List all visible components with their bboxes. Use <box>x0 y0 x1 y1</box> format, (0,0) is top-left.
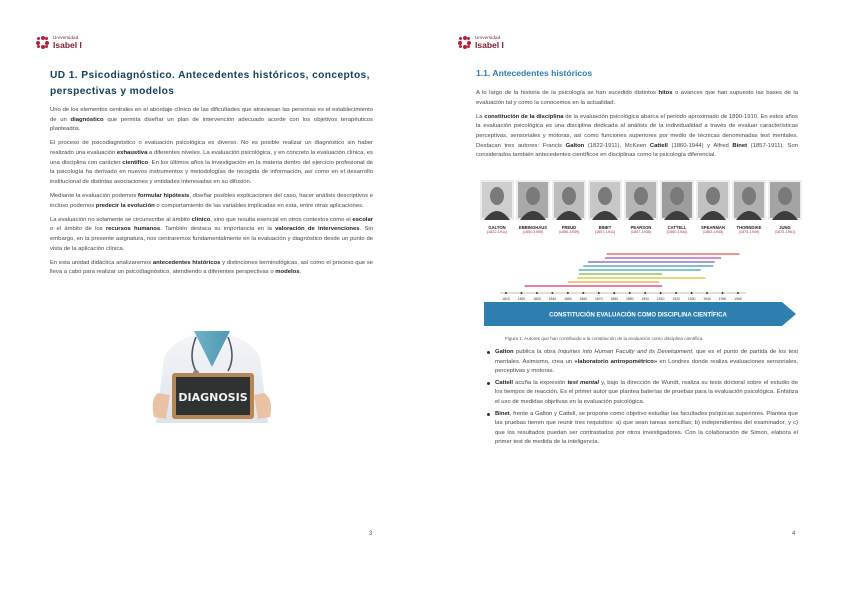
timeline-tick <box>629 292 631 294</box>
author-name: JUNG <box>779 225 791 230</box>
bullet-icon <box>487 382 490 385</box>
university-logo <box>458 36 504 49</box>
right-body <box>476 89 798 165</box>
paragraph: A lo largo de la historia de la psicología se han sucedido distintos hitos o avances que han supuesto las bases de la evaluación tal y como la conocemos en la actualidad. <box>476 90 798 106</box>
authors-figure <box>476 178 800 330</box>
page-number: 3 <box>369 531 373 537</box>
timeline-year-label: 1900 <box>641 297 649 301</box>
timeline-tick <box>551 292 553 294</box>
timeline-year-label: 1860 <box>579 297 588 301</box>
timeline-year-label: 1880 <box>610 297 619 301</box>
paragraph: Mediante la evaluación podemos formular hipótesis, diseñar posibles explicaciones del caso, hacer análisis descriptivos e incluso podemos predecir la evolución o comportamiento de las variables implicadas en esta, entre otras aplicaciones. <box>50 192 373 209</box>
timeline-tick <box>598 292 600 294</box>
author-name: CATTELL <box>667 225 687 230</box>
timeline-year-label: 1870 <box>595 297 603 301</box>
author-name: SPEARMAN <box>701 225 725 230</box>
timeline-tick <box>567 292 569 294</box>
page-number: 4 <box>792 531 796 537</box>
author-name: BINET <box>598 225 612 230</box>
timeline-year-label: 1910 <box>656 297 665 301</box>
timeline-tick <box>722 292 724 294</box>
section-title: 1.1. Antecedentes históricos <box>476 68 593 78</box>
timeline-tick <box>706 292 708 294</box>
author-dates: (1860-1944) <box>666 230 688 234</box>
unit-title: UD 1. Psicodiagnóstico. Antecedentes históricos, conceptos, perspectivas y modelos <box>50 70 370 97</box>
timeline-tick <box>691 292 693 294</box>
paragraph: El proceso de psicodiagnóstico o evaluación psicológica es diverso. No es posible realizar un diagnóstico sin haber realizado una evaluación exhaustiva a diferentes niveles. La evaluación psicológica, y en concreto la evaluación clínica, es una disciplina con carácter científico. En los últimos años la investigación en la materia dentro del ejercicio profesional de la psicología ha derivado en nuevos instrumentos y metodologías de recogida de información, así como en el desarrollo institucional de distintas asociaciones y entidades interesadas en su difusión. <box>50 140 373 185</box>
author-dates: (1875-1961) <box>774 230 796 234</box>
timeline-year-label: 1890 <box>625 297 634 301</box>
author-dates: (1863-1945) <box>702 230 724 234</box>
author-dates: (1856-1939) <box>558 230 580 234</box>
left-body <box>50 106 373 282</box>
logo-small-text: Universidad <box>475 35 501 40</box>
author-name: PEARSON <box>630 225 652 230</box>
authors-timeline <box>476 178 800 330</box>
author-dates: (1850-1909) <box>522 230 544 234</box>
university-logo <box>36 36 82 49</box>
timeline-year-label: 1840 <box>548 297 557 301</box>
timeline-year-label: 1950 <box>718 297 727 301</box>
author-dates: (1857-1911) <box>594 230 616 234</box>
author-dates: (1857-1936) <box>630 230 652 234</box>
timeline-year-label: 1850 <box>564 297 572 301</box>
timeline-year-label: 1820 <box>517 297 526 301</box>
logo-icon <box>458 36 471 49</box>
paragraph: En esta unidad didáctica analizaremos antecedentes históricos y distinciones terminológicas, así como el proceso que se lleva a cabo para realizar un psicodiagnóstico, atendiendo a diferentes perspectivas o modelos. <box>50 259 373 276</box>
author-name: THORNDIKE <box>736 225 762 230</box>
timeline-tick <box>536 292 538 294</box>
list-item: Binet, frente a Galton y Cattell, se propone como objetivo estudiar las facultades psíquicas superiores. Plantea que las pruebas tienen que reunir tres requisitos: a) que sean tareas sencillas; b) independientes del examinador, y c) que los resultados puedan ser contrastados por otros investigadores. Con la colaboración de Simon, elabora el primer test de medida de la inteligencia. <box>486 410 798 448</box>
diagnosis-photo <box>136 327 288 423</box>
logo-big-text: Isabel I <box>53 39 82 50</box>
list-item: Galton publica la obra Inquiries into Human Faculty and its Development, que es el punto de partida de los test mentales. Asimismo, crea un «laboratorio antropométrico» en Londres donde realiza evaluaciones sensoriales, perceptivas y motoras. <box>486 348 798 377</box>
author-name: GALTON <box>488 225 506 230</box>
timeline-year-label: 1940 <box>703 297 711 301</box>
logo-icon <box>36 36 49 49</box>
timeline-tick <box>737 292 739 294</box>
timeline-tick <box>660 292 662 294</box>
timeline-tick <box>644 292 646 294</box>
author-name: EBBINGHAUS <box>518 225 548 230</box>
diagnosis-text: DIAGNOSIS <box>178 391 248 404</box>
paragraph: La evaluación no solamente se circunscribe al ámbito clínico, sino que resulta esencial en otros contextos como el escolar o el ámbito de los recursos humanos. También destaca su importancia en la valoración de intervenciones. Sin embargo, en la presente asignatura, nos centraremos fundamentalmente en la evaluación y diagnóstico desde un punto de vista de la aplicación clínica. <box>50 216 374 252</box>
author-dates: (1822-1911) <box>486 230 508 234</box>
timeline-year-label: 1960 <box>734 297 742 301</box>
timeline-tick <box>675 292 677 294</box>
timeline-year-label: 1810 <box>502 297 510 301</box>
bullet-list <box>486 348 798 450</box>
timeline-tick <box>582 292 584 294</box>
timeline-year-label: 1930 <box>687 297 696 301</box>
list-item: Cattell acuña la expresión test mental y, bajo la dirección de Wundt, realiza su tesis doctoral sobre el estudio de los tiempos de reacción. Es el primer autor que plantea baterías de pruebas para la evaluación psicológica. Enfatiza el uso de medidas objetivas en la evaluación psicológica. <box>486 379 798 408</box>
timeline-tick <box>520 292 522 294</box>
bullet-icon <box>487 413 490 416</box>
timeline-banner-text: CONSTITUCIÓN EVALUACIÓN COMO DISCIPLINA CIENTÍFICA <box>549 312 727 319</box>
figure-caption: Figura 1. Autores que han contribuido a la constitución de la evaluación como disciplina científica. <box>505 336 704 341</box>
timeline-year-label: 1920 <box>672 297 680 301</box>
logo-big-text: Isabel I <box>475 39 504 50</box>
paragraph: Uno de los elementos centrales en el abordaje clínico de las dificultades que atraviesan las personas es el establecimiento de un diagnóstico que permita diseñar un plan de intervención adecuado acorde con los objetivos terapéuticos planteados. <box>50 107 373 133</box>
logo-small-text: Universidad <box>53 35 79 40</box>
author-name: FREUD <box>561 225 577 230</box>
timeline-year-label: 1830 <box>533 297 541 301</box>
author-dates: (1874-1949) <box>738 230 760 234</box>
bullet-icon <box>487 351 490 354</box>
paragraph: La constitución de la disciplina de la evaluación psicológica abarca el periodo aproximado de 1890-1910. En estos años la evaluación psicológica es una disciplina dedicada al análisis de la individualidad a través de evaluar características perceptivas, sensoriales y motoras, así como funciones superiores por medio de técnicas denominadas test mentales. Destacan tres autores: Francis Galton (1822-1911), McKeen Cattell (1860-1944) y Alfred Binet (1857-1911). Son considerados también antecedentes científicos en disciplinas como la psicología diferencial. <box>476 113 799 159</box>
timeline-tick <box>613 292 615 294</box>
timeline-tick <box>505 292 507 294</box>
